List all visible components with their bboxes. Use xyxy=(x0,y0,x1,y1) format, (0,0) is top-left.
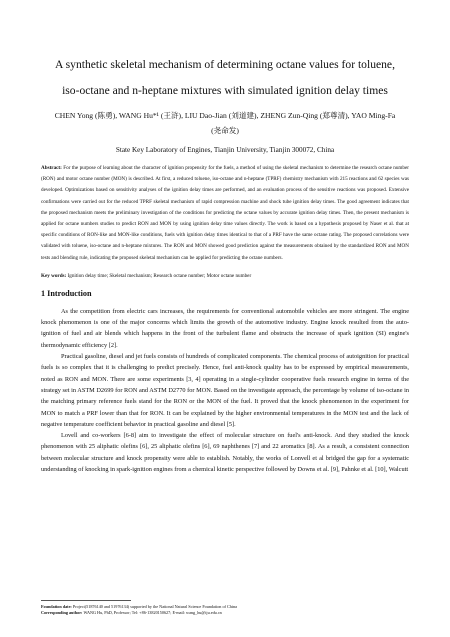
abstract-label: Abstract: xyxy=(41,165,62,171)
affiliation: State Key Laboratory of Engines, Tianjin University, Tianjin 300072, China xyxy=(115,146,335,154)
footnotes xyxy=(41,600,409,616)
author-list xyxy=(41,110,409,136)
title-line-1: A synthetic skeletal mechanism of determining octane values for toluene, xyxy=(55,58,395,71)
footnote-divider xyxy=(41,600,131,601)
abstract-text: For the purpose of learning about the character of ignition propensity for the fuels, a method of using the skeletal mechanism to determine the research octane number (RON) and motor octane number (MON) is described. At first, a reduced toluene, iso-octane and n-heptane (TPRF) chemistry mechanism with 215 reactions and 62 species was developed. Optimizations based on sensitivity analyses of the ignition delay times are performed, and an evaluation process of the sensitive reactions was proposed. Extensive confirmations were carried out for the reduced TPRF skeletal mechanism of rapid compression machine and shock tube ignition delay times. The good agreement indicates that the proposed mechanism meets the preliminary investigation of the conditions for predicting the octane values by accurate ignition delay times. Then, the present mechanism is applied for octane numbers studies to predict RON and MON by using ignition delay time values directly. The work is based on a hypothesis proposed by Naser et al. that at specific conditions of RON-like and MON-like conditions, fuels with ignition delay times identical to that of a PRF have the same octane rating. The proposed correlations were validated with toluene, iso-octane and n-heptane mixtures. The RON and MON showed good prediction against the measurements obtained by the standardized RON and MON tests and blending rule, indicating the proposed skeletal mechanism can be applied for predicting the octane numbers. xyxy=(41,165,409,261)
keywords xyxy=(41,273,409,279)
paragraph: Lovell and co-workers [6-8] aim to investigate the effect of molecular structure on fuel's anti-knock. And they studied the knock phenomenon with 25 aliphatic olefins [6], 25 aliphatic olefins [6], 69 naphthenes [7] and 22 aromatics [8]. As a result, a consistent connection between molecular structure and knock propensity were able to establish. Notably, the works of Lonvell et al bridged the gap for a systematic understanding of knocking in spark-ignition engines from a chemical kinetic perspective followed by Downs et al. [9], Pahnke et al. [10], Walcutt xyxy=(41,432,409,473)
keywords-label: Key words: xyxy=(41,272,67,279)
authors-line-1: CHEN Yong (陈勇), WANG Hu*¹ (王浒), LIU Dao-Jian (刘道建), ZHENG Zun-Qing (郑尊清), YAO Ming-Fa xyxy=(54,111,396,120)
corresponding-label: Corresponding author: xyxy=(41,610,83,615)
funding-label: Foundation date: xyxy=(41,604,72,609)
abstract xyxy=(41,163,409,264)
paper-title xyxy=(41,58,409,98)
authors-line-2: (尧命发) xyxy=(211,126,239,135)
corresponding-author-footnote xyxy=(41,610,409,616)
paragraph: Practical gasoline, diesel and jet fuels consists of hundreds of complicated components. The chemical process of autoignition for practical fuels is so complex that it is challenging to predict precisely. Hence, fuel anti-knock quality has to be expressed by empirical measurements, noted as RON and MON. There are some experiments [3, 4] operating in a single-cylinder cooperative fuels research engine in terms of the strategy set in ASTM D2699 for RON and ASTM D2770 for MON. Based on the investigate approach, the percentage by volume of iso-octane in the matching primary reference fuels stand for the RON or the MON of the fuel. It proved that the knock phenomenon in the experiment for MON to match a PRF lower than that for RON. It can be explained by the higher environmental temperatures in the MON test and the lack of negative temperature coefficient behavior in practical gasoline and diesel [5]. xyxy=(41,353,409,428)
title-line-2: iso-octane and n-heptane mixtures with simulated ignition delay times xyxy=(62,84,388,97)
section-body xyxy=(41,306,409,475)
funding-text: Project(51876140 and 51976134) supported by the National Natural Science Foundation of China xyxy=(72,604,237,609)
paragraph: As the competition from electric cars increases, the requirements for conventional automobile vehicles are more stringent. The engine knock phenomenon is one of the major concerns which limits the growth of the automotive industry. Engine knock resulted from the auto-ignition of fuel and air blends which happens in the front of the turbulent flame and obstructs the increase of spark ignition (SI) engine's thermodynamic efficiency [2]. xyxy=(41,307,409,349)
section-heading: 1 Introduction xyxy=(41,288,92,298)
corresponding-text: WANG Hu, PhD, Professor; Tel: +86-13820150627; E-mail: wang_hu@tju.edu.cn xyxy=(83,610,222,615)
keywords-text: Ignition delay time; Skeletal mechanism; Research octane number; Motor octane number xyxy=(67,272,252,279)
